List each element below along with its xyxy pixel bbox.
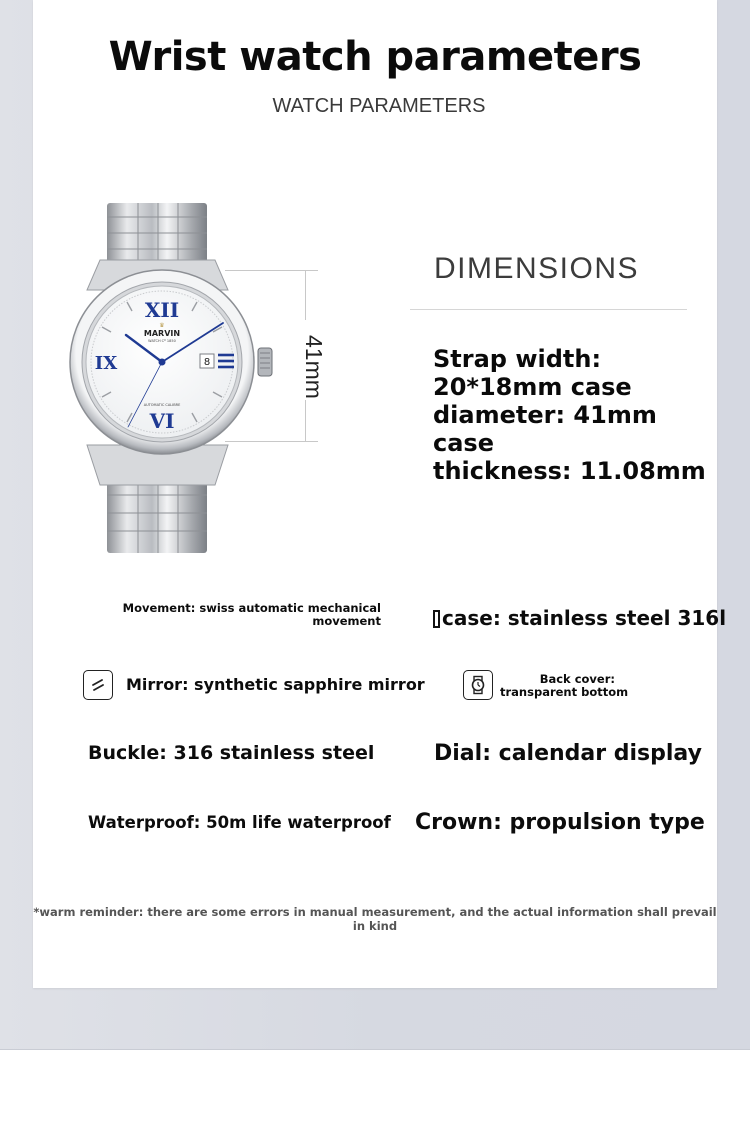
missing-glyph-icon: [433, 610, 440, 628]
measure-line-bottom: [225, 441, 318, 442]
dimensions-divider: [410, 309, 687, 310]
watch-image: [60, 195, 290, 560]
back-cover-param: [500, 672, 629, 699]
svg-text:AUTOMATIC CALIBRE: AUTOMATIC CALIBRE: [143, 403, 181, 407]
svg-text:MARVIN: MARVIN: [143, 329, 181, 338]
movement-param: [70, 602, 381, 628]
case-label: case: stainless steel 316l: [442, 606, 727, 630]
svg-text:XII: XII: [144, 298, 180, 322]
warm-reminder: *warm reminder: there are some errors in manual measurement, and the actual information shall prevail in kind: [33, 905, 717, 933]
diameter-label: 41mm: [301, 335, 327, 399]
measure-line-vertical-bottom: [305, 400, 306, 441]
movement-line-1: Movement: swiss automatic mechanical: [122, 601, 381, 615]
crown-param: Crown: propulsion type: [415, 810, 705, 835]
mirror-param: Mirror: synthetic sapphire mirror: [126, 675, 425, 694]
dial-param: Dial: calendar display: [434, 741, 702, 766]
mirror-glass-icon: [89, 676, 107, 694]
svg-text:IX: IX: [94, 353, 118, 374]
back-cover-line-1: Back cover:: [539, 672, 615, 686]
svg-text:VI: VI: [149, 409, 175, 433]
svg-text:WATCH Cº 1850: WATCH Cº 1850: [148, 339, 176, 343]
movement-line-2: movement: [312, 614, 381, 628]
page-title: Wrist watch parameters: [108, 34, 642, 80]
dimension-line: 20*18mm case: [433, 373, 632, 401]
measure-line-vertical-top: [305, 270, 306, 320]
watch-icon: [468, 675, 488, 695]
svg-text:8: 8: [203, 357, 211, 368]
back-cover-icon-box: [463, 670, 493, 700]
dimension-line: diameter: 41mm case: [433, 401, 657, 457]
waterproof-param: Waterproof: 50m life waterproof: [88, 813, 391, 832]
back-cover-line-2: transparent bottom: [500, 684, 629, 699]
dimension-line: Strap width:: [433, 345, 602, 373]
page-subtitle: WATCH PARAMETERS: [272, 95, 486, 117]
buckle-param: Buckle: 316 stainless steel: [88, 742, 375, 764]
dimension-line: thickness: 11.08mm: [433, 457, 706, 485]
watch-illustration: [60, 195, 290, 560]
dimensions-heading: DIMENSIONS: [434, 252, 640, 285]
svg-text:♛: ♛: [159, 322, 165, 329]
case-param: [433, 606, 726, 630]
dimensions-text: [433, 345, 723, 485]
mirror-icon-box: [83, 670, 113, 700]
